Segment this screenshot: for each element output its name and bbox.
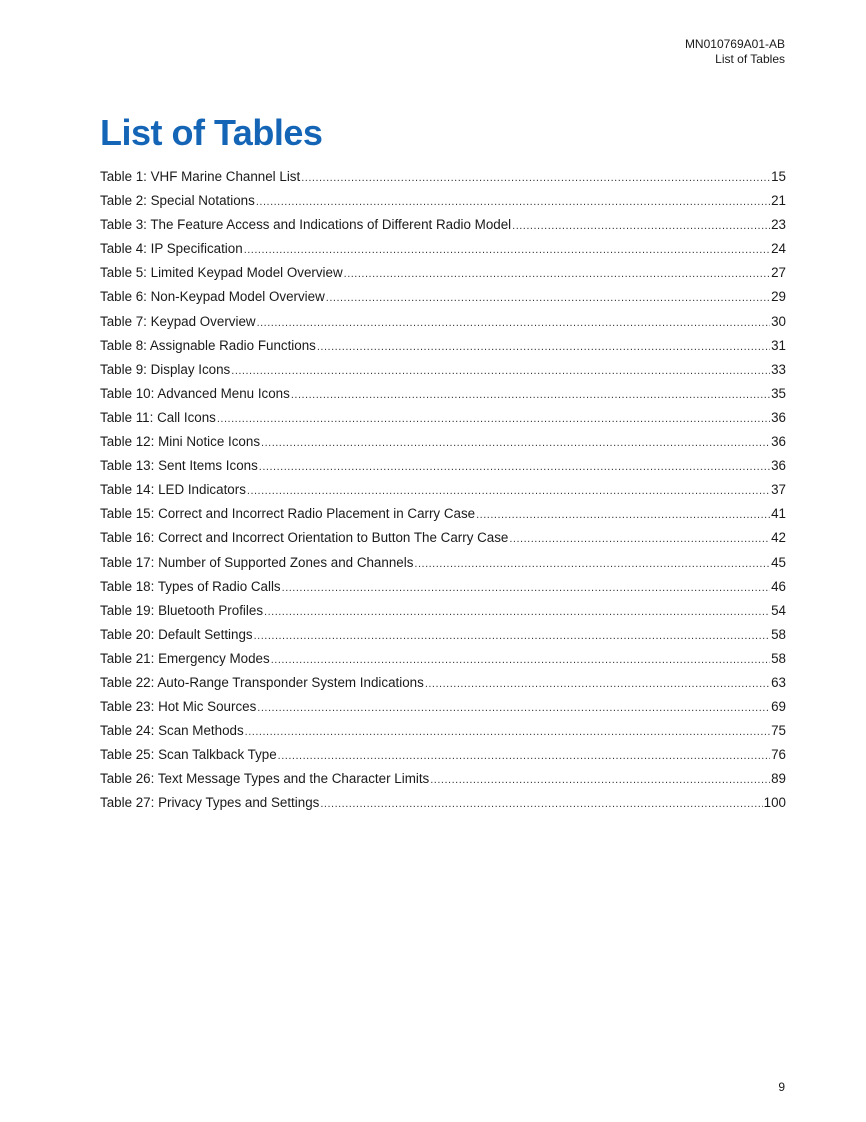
toc-entry-title[interactable]: Table 10: Advanced Menu Icons	[100, 385, 290, 401]
toc-entry-page[interactable]: 24	[771, 241, 786, 257]
toc-entry-page[interactable]: 33	[771, 361, 786, 377]
toc-entry[interactable]	[100, 575, 786, 599]
toc-entry-title[interactable]: Table 2: Special Notations	[100, 193, 255, 209]
toc-entry-title[interactable]: Table 13: Sent Items Icons	[100, 458, 258, 474]
dot-leader	[247, 479, 770, 503]
toc-entry-title[interactable]: Table 19: Bluetooth Profiles	[100, 602, 264, 618]
toc-entry[interactable]	[100, 237, 786, 261]
toc-entry-page[interactable]: 89	[771, 771, 786, 787]
toc-entry-title[interactable]: Table 18: Types of Radio Calls	[100, 578, 281, 594]
toc-entry-page[interactable]: 46	[771, 578, 786, 594]
toc-entry-page[interactable]: 63	[771, 674, 786, 690]
toc-entry[interactable]	[100, 791, 786, 815]
toc-entry[interactable]	[100, 767, 786, 791]
document-id: MN010769A01-AB	[684, 37, 785, 51]
dot-leader	[476, 503, 770, 527]
dot-leader	[317, 335, 770, 359]
dot-leader	[425, 672, 770, 696]
toc-entry[interactable]	[100, 382, 786, 406]
toc-entry[interactable]	[100, 310, 786, 334]
toc-entry-page[interactable]: 75	[771, 723, 786, 739]
dot-leader	[257, 311, 771, 335]
toc-entry-title[interactable]: Table 15: Correct and Incorrect Radio Placement in Carry Case	[100, 506, 476, 522]
dot-leader	[301, 166, 770, 190]
dot-leader	[282, 576, 770, 600]
toc-entry-title[interactable]: Table 22: Auto-Range Transponder System Indications	[100, 674, 424, 690]
toc-entry[interactable]	[100, 719, 786, 743]
toc-entry-page[interactable]: 69	[771, 699, 786, 715]
toc-entry-page[interactable]: 41	[771, 506, 786, 522]
toc-entry-page[interactable]: 37	[771, 482, 786, 498]
toc-entry-title[interactable]: Table 8: Assignable Radio Functions	[100, 337, 316, 353]
toc-entry-page[interactable]: 31	[771, 337, 786, 353]
toc-entry-title[interactable]: Table 11: Call Icons	[100, 409, 216, 425]
toc-entry-title[interactable]: Table 23: Hot Mic Sources	[100, 699, 257, 715]
dot-leader	[326, 286, 770, 310]
toc-entry[interactable]	[100, 478, 786, 502]
toc-entry-title[interactable]: Table 26: Text Message Types and the Character Limits	[100, 771, 430, 787]
toc-entry-page[interactable]: 23	[771, 217, 786, 233]
toc-entry-page[interactable]: 21	[771, 193, 786, 209]
toc-entry-page[interactable]: 54	[771, 602, 786, 618]
dot-leader	[231, 359, 770, 383]
toc-entry[interactable]	[100, 189, 786, 213]
dot-leader	[257, 696, 770, 720]
toc-entry-title[interactable]: Table 14: LED Indicators	[100, 482, 246, 498]
dot-leader	[261, 431, 770, 455]
dot-leader	[278, 744, 770, 768]
toc-entry[interactable]	[100, 647, 786, 671]
dot-leader	[414, 552, 770, 576]
toc-entry[interactable]	[100, 551, 786, 575]
dot-leader	[512, 214, 770, 238]
toc-entry[interactable]	[100, 285, 786, 309]
toc-entry-page[interactable]: 45	[771, 554, 786, 570]
toc-entry[interactable]	[100, 671, 786, 695]
toc-entry-page[interactable]: 15	[771, 169, 786, 184]
toc-entry-title[interactable]: Table 25: Scan Talkback Type	[100, 747, 277, 763]
dot-leader	[291, 383, 770, 407]
toc-entry-title[interactable]: Table 4: IP Specification	[100, 241, 243, 257]
dot-leader	[320, 792, 762, 816]
dot-leader	[271, 648, 770, 672]
dot-leader	[217, 407, 770, 431]
toc-entry-title[interactable]: Table 1: VHF Marine Channel List	[100, 169, 301, 184]
toc-entry-title[interactable]: Table 17: Number of Supported Zones and Channels	[100, 554, 414, 570]
dot-leader	[509, 527, 770, 551]
table-list	[100, 165, 786, 816]
toc-entry-title[interactable]: Table 6: Non-Keypad Model Overview	[100, 289, 325, 305]
page-title: List of Tables	[100, 112, 323, 153]
toc-entry-page[interactable]: 36	[771, 409, 786, 425]
toc-entry-page[interactable]: 30	[771, 313, 786, 329]
toc-entry[interactable]	[100, 165, 786, 189]
toc-entry[interactable]	[100, 261, 786, 285]
dot-leader	[244, 238, 770, 262]
toc-entry[interactable]	[100, 430, 786, 454]
toc-entry-title[interactable]: Table 9: Display Icons	[100, 361, 231, 377]
toc-entry[interactable]	[100, 334, 786, 358]
toc-entry-page[interactable]: 36	[771, 434, 786, 450]
toc-entry-title[interactable]: Table 20: Default Settings	[100, 626, 253, 642]
page-header	[685, 37, 785, 67]
toc-entry-title[interactable]: Table 24: Scan Methods	[100, 723, 244, 739]
dot-leader	[245, 720, 770, 744]
dot-leader	[430, 768, 770, 792]
header-section-name: List of Tables	[715, 52, 785, 66]
dot-leader	[264, 600, 770, 624]
toc-entry-title[interactable]: Table 7: Keypad Overview	[100, 313, 256, 329]
toc-entry-page[interactable]: 36	[771, 458, 786, 474]
toc-entry-page[interactable]: 29	[771, 289, 786, 305]
toc-entry-page[interactable]: 100	[763, 795, 786, 811]
toc-entry-title[interactable]: Table 12: Mini Notice Icons	[100, 434, 261, 450]
toc-entry[interactable]	[100, 358, 786, 382]
toc-entry[interactable]	[100, 406, 786, 430]
toc-entry[interactable]	[100, 623, 786, 647]
toc-entry-title[interactable]: Table 16: Correct and Incorrect Orientation to Button The Carry Case	[100, 530, 509, 546]
dot-leader	[344, 262, 770, 286]
toc-entry[interactable]	[100, 695, 786, 719]
toc-entry[interactable]	[100, 454, 786, 478]
toc-entry-title[interactable]: Table 21: Emergency Modes	[100, 650, 270, 666]
toc-entry-page[interactable]: 27	[771, 265, 786, 281]
toc-entry[interactable]	[100, 502, 786, 526]
toc-entry-page[interactable]: 58	[771, 650, 786, 666]
toc-entry-page[interactable]: 76	[771, 747, 786, 763]
toc-entry-page[interactable]: 35	[771, 385, 786, 401]
toc-entry[interactable]	[100, 213, 786, 237]
page-number: 9	[778, 1080, 785, 1094]
toc-entry[interactable]	[100, 743, 786, 767]
toc-entry[interactable]	[100, 599, 786, 623]
dot-leader	[254, 624, 770, 648]
toc-entry-title[interactable]: Table 3: The Feature Access and Indications of Different Radio Model	[100, 217, 512, 233]
toc-entry-page[interactable]: 42	[771, 530, 786, 546]
dot-leader	[256, 190, 770, 214]
toc-entry-page[interactable]: 58	[771, 626, 786, 642]
toc-entry[interactable]	[100, 526, 786, 550]
toc-entry-title[interactable]: Table 27: Privacy Types and Settings	[100, 795, 320, 811]
dot-leader	[259, 455, 770, 479]
toc-entry-title[interactable]: Table 5: Limited Keypad Model Overview	[100, 265, 343, 281]
